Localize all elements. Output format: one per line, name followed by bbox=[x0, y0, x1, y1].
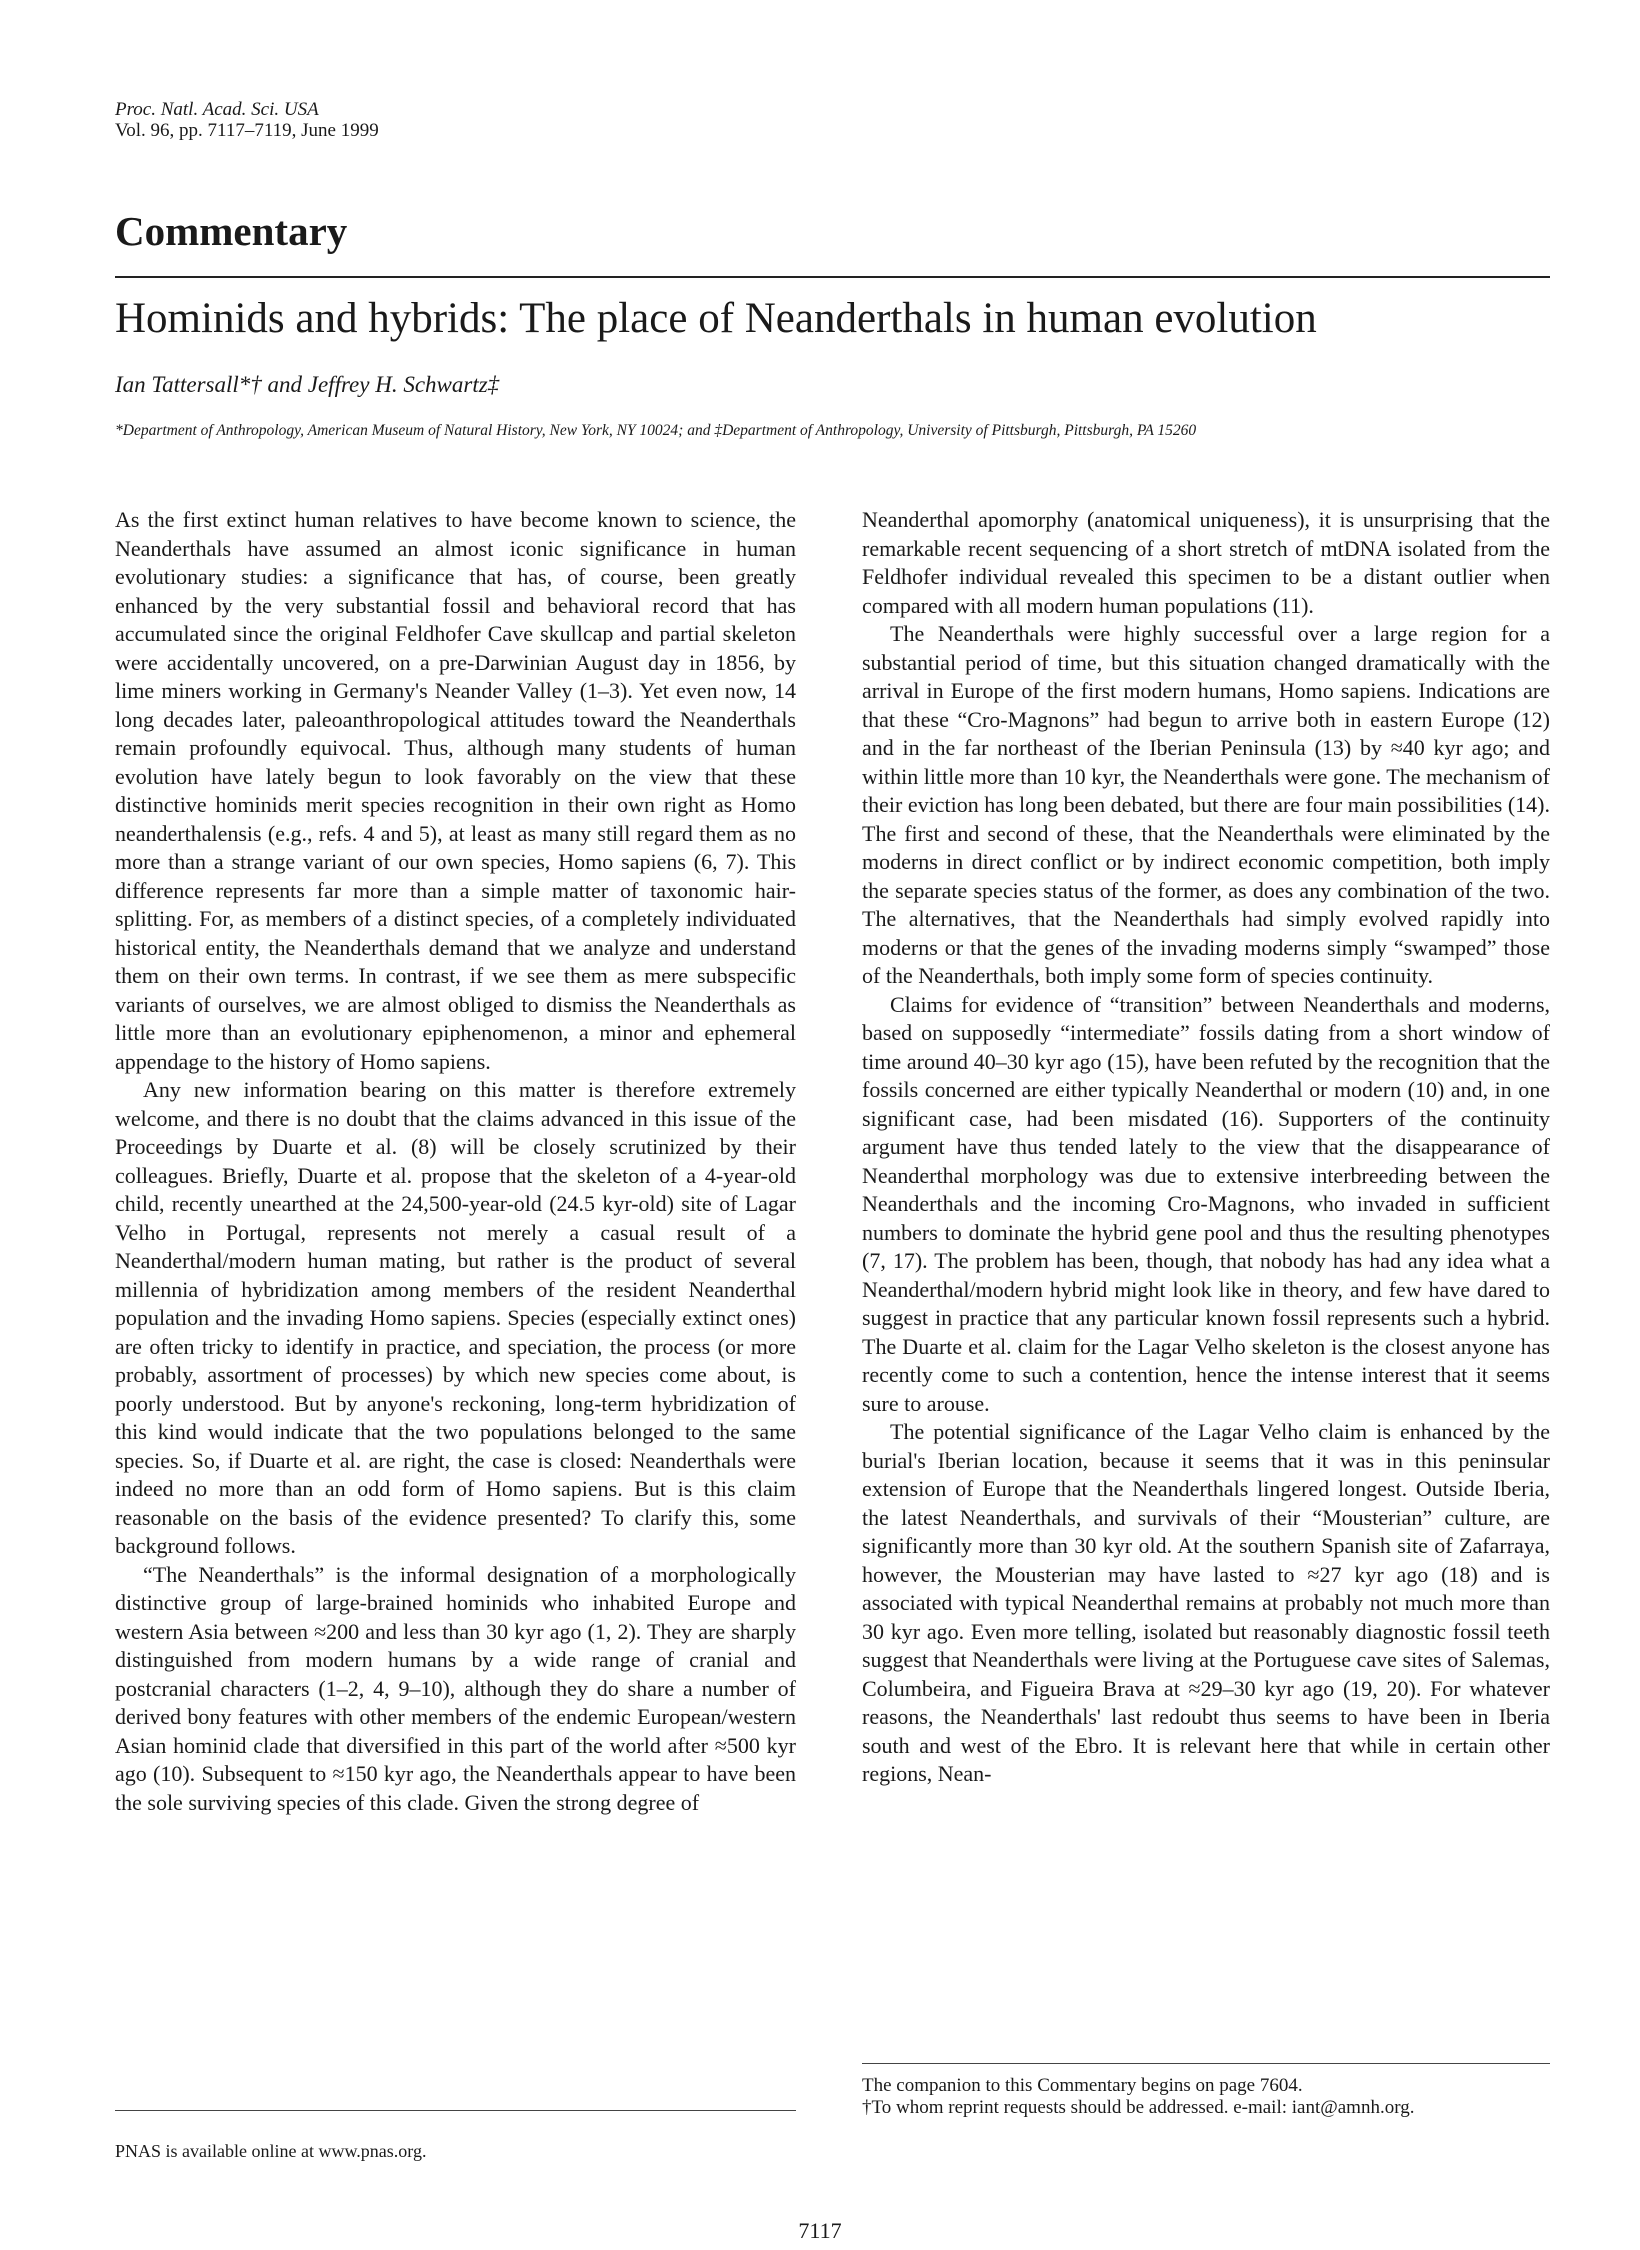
footnotes bbox=[862, 2075, 1550, 2119]
paragraph: Neanderthal apomorphy (anatomical uniqueness), it is unsurprising that the remarkable recent sequencing of a short stretch of mtDNA isolated from the Feldhofer individual revealed this specimen to be a distant outlier when compared with all modern human populations (11). bbox=[862, 507, 1550, 618]
page-number: 7117 bbox=[798, 2218, 842, 2243]
pnas-online-note: PNAS is available online at www.pnas.org. bbox=[115, 2141, 427, 2161]
journal-volume: Vol. 96, pp. 7117–7119, June 1999 bbox=[115, 120, 379, 141]
section-heading: Commentary bbox=[115, 208, 348, 254]
paragraph: Claims for evidence of “transition” between Neanderthals and moderns, based on supposedly “intermediate” fossils dating from a short window of time around 40–30 kyr ago (15), have been refuted by the recognition that the fossils concerned are either typically Neanderthal or modern (10) and, in one significant case, had been misdated (16). Supporters of the continuity argument have thus tended lately to the view that the disappearance of Neanderthal morphology was due to extensive interbreeding between the Neanderthals and the incoming Cro-Magnons, who invaded in sufficient numbers to dominate the hybrid gene pool and thus the resulting phenotypes (7, 17). The problem has been, though, that nobody has had any idea what a Neanderthal/modern hybrid might look like in theory, and few have dared to suggest in practice that any particular known fossil represents such a hybrid. The Duarte et al. claim for the Lagar Velho skeleton is the closest anyone has recently come to such a contention, hence the intense interest that it seems sure to arouse. bbox=[862, 991, 1550, 1416]
paragraph: Any new information bearing on this matter is therefore extremely welcome, and there is no doubt that the claims advanced in this issue of the Proceedings by Duarte et al. (8) will be closely scrutinized by their colleagues. Briefly, Duarte et al. propose that the skeleton of a 4-year-old child, recently unearthed at the 24,500-year-old (24.5 kyr-old) site of Lagar Velho in Portugal, represents not merely a casual result of a Neanderthal/modern human mating, but rather is the product of several millennia of hybridization among members of the resident Neanderthal population and the invading Homo sapiens. Species (especially extinct ones) are often tricky to identify in practice, and speciation, the process (or more probably, assortment of processes) by which new species come about, is poorly understood. But by anyone's reckoning, long-term hybridization of this kind would indicate that the two populations belonged to the same species. So, if Duarte et al. are right, the case is closed: Neanderthals were indeed no more than an odd form of Homo sapiens. But is this claim reasonable on the basis of the evidence presented? To clarify this, some background follows. bbox=[115, 1077, 796, 1558]
paragraph: “The Neanderthals” is the informal designation of a morphologically distinctive group of large-brained hominids who inhabited Europe and western Asia between ≈200 and less than 30 kyr ago (1, 2). They are sharply distinguished from modern humans by a wide range of cranial and postcranial characters (1–2, 4, 9–10), although they do share a number of derived bony features with other members of the endemic European/western Asian hominid clade that diversified in this part of the world after ≈500 kyr ago (10). Subsequent to ≈150 kyr ago, the Neanderthals appear to have been the sole surviving species of this clade. Given the strong degree of bbox=[115, 1561, 796, 1815]
article-title: Hominids and hybrids: The place of Neanderthals in human evolution bbox=[115, 295, 1317, 342]
affiliations: *Department of Anthropology, American Museum of Natural History, New York, NY 10024; and ‡Department of Anthropology, University of Pittsburgh, Pittsburgh, PA 15260 bbox=[115, 422, 1197, 439]
paragraph: As the first extinct human relatives to have become known to science, the Neanderthals have assumed an almost iconic significance in human evolutionary studies: a significance that has, of course, been greatly enhanced by the very substantial fossil and behavioral record that has accumulated since the original Feldhofer Cave skullcap and partial skeleton were accidentally uncovered, on a pre-Darwinian August day in 1856, by lime miners working in Germany's Neander Valley (1–3). Yet even now, 14 long decades later, paleoanthropological attitudes toward the Neanderthals remain profoundly equivocal. Thus, although many students of human evolution have lately begun to look favorably on the view that these distinctive hominids merit species recognition in their own right as Homo neanderthalensis (e.g., refs. 4 and 5), at least as many still regard them as no more than a strange variant of our own species, Homo sapiens (6, 7). This difference represents far more than a simple matter of taxonomic hair-splitting. For, as members of a distinct species, of a completely individuated historical entity, the Neanderthals demand that we analyze and understand them on their own terms. In contrast, if we see them as mere subspecific variants of ourselves, we are almost obliged to dismiss the Neanderthals as little more than an evolutionary epiphenomenon, a minor and ephemeral appendage to the history of Homo sapiens. bbox=[115, 507, 796, 1074]
author-list: Ian Tattersall*† and Jeffrey H. Schwartz‡ bbox=[115, 372, 500, 397]
footnote-correspondence: †To whom reprint requests should be addressed. e-mail: iant@amnh.org. bbox=[862, 2097, 1415, 2118]
paragraph: The potential significance of the Lagar Velho claim is enhanced by the burial's Iberian location, because it seems that it was in this peninsular extension of Europe that the Neanderthals lingered longest. Outside Iberia, the latest Neanderthals, and survivals of their “Mousterian” culture, are significantly more than 30 kyr old. At the southern Spanish site of Zafarraya, however, the Mousterian may have lasted to ≈27 kyr ago (18) and is associated with typical Neanderthal remains at probably not much more than 30 kyr ago. Even more telling, isolated but reasonably diagnostic fossil teeth suggest that Neanderthals were living at the Portuguese cave sites of Salemas, Columbeira, and Figueira Brava at ≈29–30 kyr ago (19, 20). For whatever reasons, the Neanderthals' last redoubt thus seems to have been in Iberia south and west of the Ebro. It is relevant here that while in certain other regions, Nean- bbox=[862, 1419, 1550, 1786]
journal-name: Proc. Natl. Acad. Sci. USA bbox=[115, 99, 319, 120]
header-rule bbox=[115, 276, 1550, 278]
footer-rule bbox=[115, 2110, 796, 2111]
body-column-right bbox=[862, 506, 1550, 1789]
paragraph: The Neanderthals were highly successful over a large region for a substantial period of time, but this situation changed dramatically with the arrival in Europe of the first modern humans, Homo sapiens. Indications are that these “Cro-Magnons” had begun to arrive both in eastern Europe (12) and in the far northeast of the Iberian Peninsula (13) by ≈40 kyr ago; and within little more than 10 kyr, the Neanderthals were gone. The mechanism of their eviction has long been debated, but there are four main possibilities (14). The first and second of these, that the Neanderthals were eliminated by the moderns in direct conflict or by indirect economic competition, both imply the separate species status of the former, as does any combination of the two. The alternatives, that the Neanderthals had simply evolved rapidly into moderns or that the genes of the invading moderns simply “swamped” those of the Neanderthals, both imply some form of species continuity. bbox=[862, 621, 1550, 988]
body-column-left bbox=[115, 506, 796, 1817]
footnote-companion: The companion to this Commentary begins on page 7604. bbox=[862, 2075, 1303, 2096]
footnote-rule bbox=[862, 2063, 1550, 2064]
